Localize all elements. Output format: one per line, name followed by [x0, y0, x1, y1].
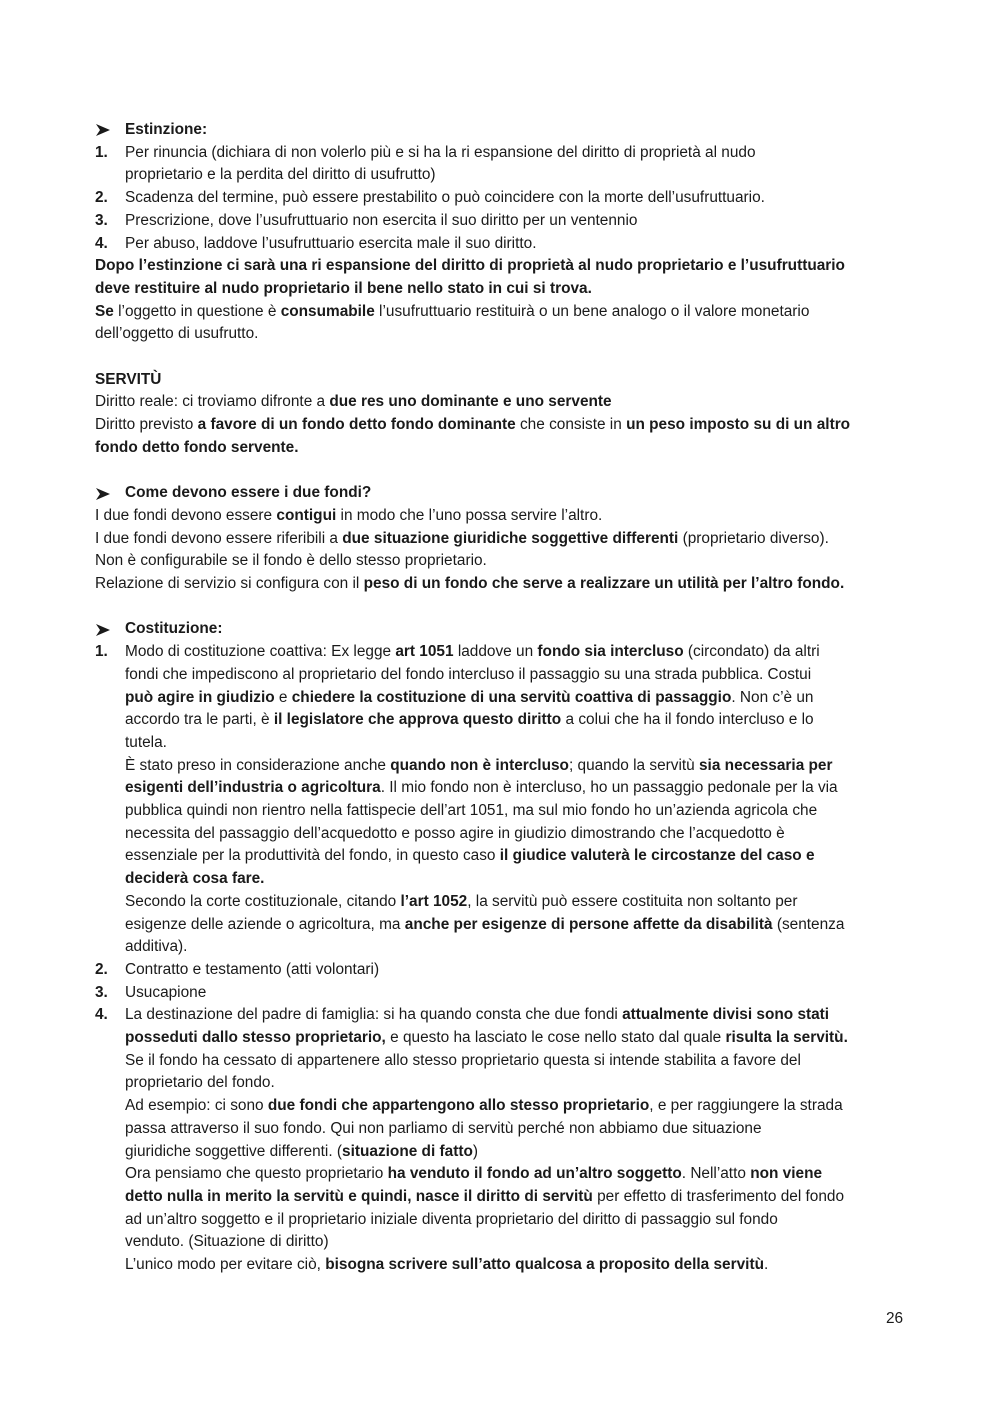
list-item: 4. La destinazione del padre di famiglia: si ha quando consta che due fondi attualmente divisi sono stati posseduti dallo stesso proprietario, e questo ha lasciato le cose nello stato dal quale risulta la servitù. Se il fondo ha cessato di appartenere allo stesso proprietario questa si intende stabilita a favore del proprietario del fondo. Ad esempio: ci sono due fondi che appartengono allo stesso proprietario, e per raggiungere la strada passa attraverso il suo fondo. Qui non parliamo di servitù perché non abbiamo due situazione giuridiche soggettive differenti. (situazione di fatto) Ora pensiamo che questo proprietario ha venduto il fondo ad un’altro soggetto. Nell’atto non viene detto nulla in merito la servitù e quindi, nasce il diritto di servitù per effetto di trasferimento del fondo ad un’altro soggetto e il proprietario iniziale diventa proprietario del diritto di passaggio sul fondo venduto. (Situazione di diritto) L’unico modo per evitare ciò, bisogna scrivere sull’atto qualcosa a proposito della servitù.	[95, 1006, 848, 1274]
list-item: 1. Modo di costituzione coattiva: Ex legge art 1051 laddove un fondo sia intercluso (circondato) da altri fondi che impediscono al proprietario del fondo intercluso il passaggio su una strada pubblica. Costui può agire in giudizio e chiedere la costituzione di una servitù coattiva di passaggio. Non c’è un accordo tra le parti, è il legislatore che approva questo diritto a colui che ha il fondo intercluso e lo tutela. È stato preso in considerazione anche quando non è intercluso; quando la servitù sia necessaria per esigenti dell’industria o agricoltura. Il mio fondo non è intercluso, ho un passaggio pedonale per la via pubblica quindi non rientro nella fattispecie dell’art 1051, ma sul mio fondo ho un’azienda agricola che necessita del passaggio dell’acquedotto e posso agire in giudizio dimostrando che l’acquedotto è essenziale per la produttività del fondo, in questo caso il giudice valuterà le circostanze del caso e deciderà cosa fare. Secondo la corte costituzionale, citando l’art 1052, la servitù può essere costituita non soltanto per esigenze delle aziende o agricoltura, ma anche per esigenze di persone affette da disabilità (sentenza additiva).	[95, 643, 845, 956]
estinzione-heading	[95, 119, 910, 142]
paragraph: I due fondi devono essere contigui in modo che l’uno possa servire l’altro.	[95, 506, 603, 524]
paragraph: Non è configurabile se il fondo è dello stesso proprietario.	[95, 552, 487, 570]
list-item: 3. Usucapione	[95, 983, 207, 1001]
paragraph: Relazione di servizio si configura con il peso di un fondo che serve a realizzare un utilità per l’altro fondo.	[95, 575, 845, 593]
estinzione-heading-text: Estinzione:	[125, 121, 208, 138]
arrow-bullet-icon	[95, 623, 125, 637]
arrow-bullet-icon	[95, 487, 125, 501]
list-item: 4. Per abuso, laddove l’usufruttuario esercita male il suo diritto.	[95, 234, 537, 252]
servitu-description: Diritto previsto a favore di un fondo detto fondo dominante che consiste in un peso imposto su di un altro	[95, 416, 851, 434]
servitu-title: SERVITÙ	[95, 370, 162, 388]
arrow-bullet-icon	[95, 123, 125, 137]
consumabile-paragraph: Se l’oggetto in questione è consumabile l’usufruttuario restituirà o un bene analogo o il valore monetario	[95, 302, 810, 320]
costituzione-heading: Costituzione:	[95, 618, 910, 641]
page-number: 26	[886, 1310, 904, 1327]
estinzione-conclusion: Dopo l’estinzione ci sarà una ri espansione del diritto di proprietà al nudo proprietario e l’usufruttuario	[95, 257, 845, 275]
estinzione-conclusion-cont: deve restituire al nudo proprietario il bene nello stato in cui si trova.	[95, 279, 592, 297]
fondi-heading: Come devono essere i due fondi?	[95, 482, 910, 505]
list-item: 1. Per rinuncia (dichiara di non volerlo più e si ha la ri espansione del diritto di proprietà al nudo proprietario e la perdita del diritto di usufrutto)	[95, 143, 756, 184]
paragraph: I due fondi devono essere riferibili a due situazione giuridiche soggettive differenti (proprietario diverso).	[95, 529, 829, 547]
list-item: 3. Prescrizione, dove l’usufruttuario non esercita il suo diritto per un ventennio	[95, 211, 638, 229]
servitu-definition: Diritto reale: ci troviamo difronte a due res uno dominante e uno servente	[95, 393, 612, 411]
document-page: Estinzione: 1. Per rinuncia (dichiara di non volerlo più e si ha la ri espansione del diritto di proprietà al nudo proprietario e la perdita del diritto di usufrutto) 2. Scadenza del termine, può essere prestabilito o può coincidere con la morte dell’usufruttuario. 3. Prescrizione, dove l’usufruttuario non esercita il suo diritto per un ventennio 4. Per abuso, laddove l’usufruttuario esercita male il suo diritto. Dopo l’estinzione ci sarà una ri espansione del diritto di proprietà al nudo proprietario e l’usufruttuario deve restituire al nudo proprietario il bene nello stato in cui si trova. Se l’oggetto in questione è consumabile l’usufruttuario restituirà o un bene analogo o il valore monetario dell’oggetto di usufrutto. SERVITÙ Diritto reale: ci troviamo difronte a due res uno dominante e uno servente Diritto previsto a favore di un fondo detto fondo dominante che consiste in un peso imposto su di un altro fondo detto fondo servente. Come devono essere i due fondi? I due fondi devono essere contigui in modo che l’uno possa servire l’altro. I due fondi devono essere riferibili a due situazione giuridiche soggettive differenti (proprietario diverso). Non è configurabile se il fondo è dello stesso proprietario. Relazione di servizio si configura con il peso di un fondo che serve a realizzare un utilità per l’altro fondo. Costituzione: 1. Modo di costituzione coattiva: Ex legge art 1051 laddove un fondo sia intercluso (circondato) da altri fondi che impediscono al proprietario del fondo intercluso il passaggio su una strada pubblica. Costui può agire in giudizio e chiedere la costituzione di una servitù coattiva di passaggio. Non c’è un accordo tra le parti, è il legislatore che approva questo diritto a colui che ha il fondo intercluso e lo tutela. È stato preso in considerazione anche quando non è intercluso; quando la servitù sia necessaria per esigenti dell’industria o agricoltura. Il mio fondo non è intercluso, ho un passaggio pedonale per la via pubblica quindi non rientro nella fattispecie dell’art 1051, ma sul mio fondo ho un’azienda agricola che necessita del passaggio dell’acquedotto e posso agire in giudizio dimostrando che l’acquedotto è essenziale per la produttività del fondo, in questo caso il giudice valuterà le circostanze del caso e deciderà cosa fare. Secondo la corte costituzionale, citando l’art 1052, la servitù può essere costituita non soltanto per esigenze delle aziende o agricoltura, ma anche per esigenze di persone affette da disabilità (sentenza additiva). 2. Contratto e testamento (atti volontari) 3. Usucapione 4. La destinazione del padre di famiglia: si ha quando consta che due fondi attualmente divisi sono stati posseduti dallo stesso proprietario, e questo ha lasciato le cose nello stato dal quale risulta la servitù. Se il fondo ha cessato di appartenere allo stesso proprietario questa si intende stabilita a favore del proprietario del fondo. Ad esempio: ci sono due fondi che appartengono allo stesso proprietario, e per raggiungere la strada passa attraverso il suo fondo. Qui non parliamo di servitù perché non abbiamo due situazione giuridiche soggettive differenti. (situazione di fatto) Ora pensiamo che questo proprietario ha venduto il fondo ad un’altro soggetto. Nell’atto non viene detto nulla in merito la servitù e quindi, nasce il diritto di servitù per effetto di trasferimento del fondo ad un’altro soggetto e il proprietario iniziale diventa proprietario del diritto di passaggio sul fondo venduto. (Situazione di diritto) L’unico modo per evitare ciò, bisogna scrivere sull’atto qualcosa a proposito della servitù.	[95, 119, 910, 1277]
list-item: 2. Scadenza del termine, può essere prestabilito o può coincidere con la morte dell’usufruttuario.	[95, 189, 765, 207]
list-item: 2. Contratto e testamento (atti volontari)	[95, 960, 380, 978]
